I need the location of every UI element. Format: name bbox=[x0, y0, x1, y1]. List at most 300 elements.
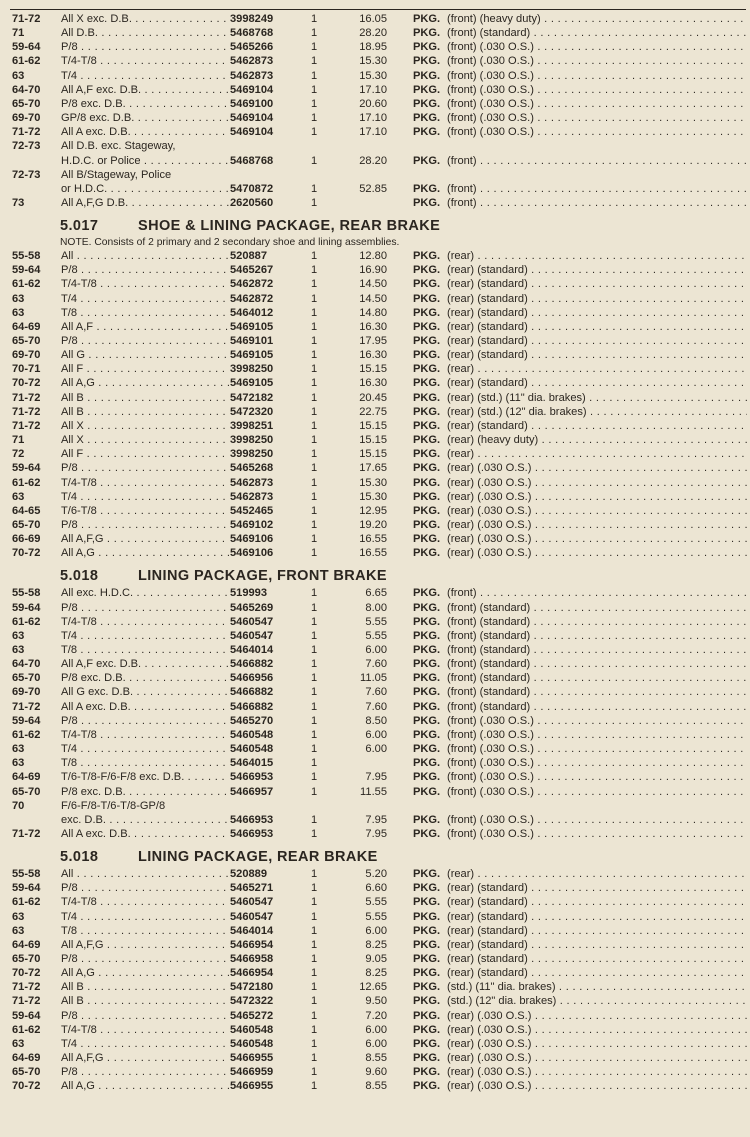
year-range: 63 bbox=[12, 292, 25, 305]
model-description: P/8 . . . bbox=[61, 1009, 229, 1023]
model-description: P/8 . . . bbox=[61, 518, 229, 532]
model-description: P/8 exc. D.B. . . . bbox=[61, 97, 229, 111]
unit: PKG. bbox=[413, 278, 441, 291]
quantity: 1 bbox=[311, 938, 318, 951]
model-description: All X . . . bbox=[61, 433, 229, 447]
quantity: 1 bbox=[311, 728, 318, 741]
part-number: 5462872 bbox=[230, 278, 274, 291]
detail: (rear) (heavy duty) . . . bbox=[447, 433, 747, 447]
catalog-row bbox=[0, 111, 750, 125]
price: 8.55 bbox=[365, 1052, 387, 1065]
catalog-row bbox=[0, 334, 750, 348]
quantity: 1 bbox=[311, 349, 318, 362]
unit: PKG. bbox=[413, 785, 441, 798]
unit: PKG. bbox=[413, 757, 441, 770]
part-number: 5466958 bbox=[230, 953, 274, 965]
model-description: P/8 . . . bbox=[61, 40, 229, 54]
unit: PKG. bbox=[413, 377, 441, 390]
model-description: T/4-T/8 . . . bbox=[61, 54, 229, 68]
quantity: 1 bbox=[311, 1009, 318, 1022]
section-number: 5.018 bbox=[60, 849, 99, 866]
quantity: 1 bbox=[311, 953, 318, 965]
part-number: 5472320 bbox=[230, 405, 274, 418]
catalog-row bbox=[0, 263, 750, 277]
quantity: 1 bbox=[311, 112, 318, 125]
year-range: 70-72 bbox=[12, 547, 41, 560]
model-description: All A,F exc. D.B. . . . bbox=[61, 83, 229, 97]
price: 7.20 bbox=[365, 1009, 387, 1022]
price: 14.80 bbox=[359, 306, 387, 319]
unit: PKG. bbox=[413, 1066, 441, 1079]
detail: (rear) (.030 O.S.) . . . bbox=[447, 1065, 747, 1079]
price: 6.00 bbox=[365, 728, 387, 741]
model-description: F/6-F/8-T/6-T/8-GP/8 bbox=[61, 799, 166, 812]
detail: (rear) (.030 O.S.) . . . bbox=[447, 1079, 747, 1093]
price: 15.30 bbox=[359, 476, 387, 489]
detail: (front) (.030 O.S.) . . . bbox=[447, 111, 747, 125]
detail: (rear) (standard) . . . bbox=[447, 348, 747, 362]
price: 17.10 bbox=[359, 126, 387, 139]
quantity: 1 bbox=[311, 1052, 318, 1065]
price: 14.50 bbox=[359, 278, 387, 291]
price: 15.30 bbox=[359, 69, 387, 82]
unit: PKG. bbox=[413, 967, 441, 980]
quantity: 1 bbox=[311, 757, 318, 770]
quantity: 1 bbox=[311, 813, 318, 826]
part-number: 5466882 bbox=[230, 658, 274, 671]
price: 7.95 bbox=[365, 827, 387, 840]
detail: (front) (.030 O.S.) . . . bbox=[447, 97, 747, 111]
model-description: All A,F,G D.B. . . . bbox=[61, 196, 229, 210]
model-description: All B/Stageway, Police bbox=[61, 168, 172, 181]
part-number: 5469104 bbox=[230, 126, 274, 139]
catalog-row bbox=[0, 1051, 750, 1065]
unit: PKG. bbox=[413, 126, 441, 139]
price: 28.20 bbox=[359, 27, 387, 40]
detail: (front) (.030 O.S.) . . . bbox=[447, 728, 747, 742]
unit: PKG. bbox=[413, 306, 441, 319]
part-number: 5468768 bbox=[230, 154, 274, 167]
year-range: 59-64 bbox=[12, 462, 41, 475]
detail: (rear) (.030 O.S.) . . . bbox=[447, 461, 747, 475]
quantity: 1 bbox=[311, 391, 318, 404]
catalog-row bbox=[0, 196, 750, 210]
quantity: 1 bbox=[311, 981, 318, 994]
part-number: 5472322 bbox=[230, 995, 274, 1008]
year-range: 71-72 bbox=[12, 391, 41, 404]
quantity: 1 bbox=[311, 182, 318, 195]
section-note: NOTE. Consists of 2 primary and 2 secondary shoe and lining assemblies. bbox=[60, 237, 400, 249]
part-number: 5465272 bbox=[230, 1009, 274, 1022]
catalog-row bbox=[0, 1009, 750, 1023]
model-description: P/8 . . . bbox=[61, 881, 229, 895]
year-range: 71-72 bbox=[12, 981, 41, 994]
year-range: 61-62 bbox=[12, 615, 41, 628]
part-number: 5460547 bbox=[230, 896, 274, 909]
unit: PKG. bbox=[413, 97, 441, 110]
price: 17.65 bbox=[359, 462, 387, 475]
quantity: 1 bbox=[311, 868, 318, 881]
catalog-row bbox=[0, 447, 750, 461]
detail: (front) (.030 O.S.) . . . bbox=[447, 40, 747, 54]
model-description: All . . . bbox=[61, 867, 229, 881]
quantity: 1 bbox=[311, 335, 318, 347]
model-description: or H.D.C. . . . bbox=[61, 182, 229, 196]
unit: PKG. bbox=[413, 587, 441, 600]
model-description: All G exc. D.B. . . . bbox=[61, 685, 229, 699]
catalog-row bbox=[0, 546, 750, 560]
unit: PKG. bbox=[413, 490, 441, 503]
quantity: 1 bbox=[311, 910, 318, 923]
catalog-row bbox=[0, 1037, 750, 1051]
price: 11.55 bbox=[360, 785, 387, 798]
model-description: All B . . . bbox=[61, 994, 229, 1008]
unit: PKG. bbox=[413, 349, 441, 362]
part-number: 5472180 bbox=[230, 981, 274, 994]
detail: (front) (.030 O.S.) . . . bbox=[447, 756, 747, 770]
catalog-row bbox=[0, 952, 750, 966]
part-number: 5464014 bbox=[230, 644, 274, 656]
catalog-row bbox=[0, 770, 750, 784]
price: 12.95 bbox=[359, 504, 387, 517]
model-description: P/8 . . . bbox=[61, 263, 229, 277]
model-description: P/8 . . . bbox=[61, 461, 229, 475]
quantity: 1 bbox=[311, 292, 318, 305]
unit: PKG. bbox=[413, 69, 441, 82]
model-description: T/8 . . . bbox=[61, 306, 229, 320]
detail: (front) (.030 O.S.) . . . bbox=[447, 770, 747, 784]
quantity: 1 bbox=[311, 306, 318, 319]
unit: PKG. bbox=[413, 1080, 441, 1093]
year-range: 64-69 bbox=[12, 938, 41, 951]
unit: PKG. bbox=[413, 981, 441, 994]
part-number: 5460548 bbox=[230, 1037, 274, 1050]
detail: (rear) (.030 O.S.) . . . bbox=[447, 1037, 747, 1051]
model-description: All exc. H.D.C. . . . bbox=[61, 586, 229, 600]
part-number: 5469106 bbox=[230, 533, 274, 546]
year-range: 72-73 bbox=[12, 140, 41, 153]
unit: PKG. bbox=[413, 405, 441, 418]
price: 16.55 bbox=[359, 547, 387, 560]
unit: PKG. bbox=[413, 504, 441, 517]
year-range: 63 bbox=[12, 306, 25, 319]
price: 52.85 bbox=[359, 182, 387, 195]
quantity: 1 bbox=[311, 995, 318, 1008]
model-description: T/4-T/8 . . . bbox=[61, 1023, 229, 1037]
detail: (rear) (standard) . . . bbox=[447, 881, 747, 895]
part-number: 5469105 bbox=[230, 320, 274, 333]
unit: PKG. bbox=[413, 995, 441, 1008]
price: 5.55 bbox=[365, 629, 387, 642]
section-heading bbox=[0, 847, 750, 867]
price: 14.50 bbox=[359, 292, 387, 305]
unit: PKG. bbox=[413, 292, 441, 305]
catalog-row bbox=[0, 966, 750, 980]
catalog-row bbox=[0, 376, 750, 390]
price: 8.55 bbox=[365, 1080, 387, 1093]
part-number: 5460547 bbox=[230, 615, 274, 628]
unit: PKG. bbox=[413, 41, 441, 54]
model-description: All A exc. D.B. . . . bbox=[61, 700, 229, 714]
catalog-row bbox=[0, 881, 750, 895]
model-description: All A,G . . . bbox=[61, 376, 229, 390]
price: 16.90 bbox=[359, 264, 387, 277]
unit: PKG. bbox=[413, 700, 441, 713]
part-number: 5466957 bbox=[230, 785, 274, 798]
catalog-row bbox=[0, 168, 750, 182]
price: 6.00 bbox=[365, 644, 387, 656]
unit: PKG. bbox=[413, 953, 441, 965]
model-description: All A,F,G . . . bbox=[61, 1051, 229, 1065]
model-description: All A,G . . . bbox=[61, 546, 229, 560]
catalog-row bbox=[0, 994, 750, 1008]
detail: (rear) (.030 O.S.) . . . bbox=[447, 1051, 747, 1065]
part-number: 5466959 bbox=[230, 1066, 274, 1079]
quantity: 1 bbox=[311, 320, 318, 333]
year-range: 59-64 bbox=[12, 601, 41, 614]
part-number: 5465267 bbox=[230, 264, 274, 277]
part-number: 5469105 bbox=[230, 377, 274, 390]
detail: (front) (standard) . . . bbox=[447, 26, 747, 40]
unit: PKG. bbox=[413, 448, 441, 461]
catalog-row bbox=[0, 419, 750, 433]
detail: (front) (standard) . . . bbox=[447, 685, 747, 699]
detail: (rear) (standard) . . . bbox=[447, 334, 747, 348]
section-title: LINING PACKAGE, REAR BRAKE bbox=[138, 849, 378, 866]
model-description: T/4-T/8 . . . bbox=[61, 728, 229, 742]
price: 11.05 bbox=[360, 672, 387, 685]
model-description: All G . . . bbox=[61, 348, 229, 362]
year-range: 69-70 bbox=[12, 349, 41, 362]
unit: PKG. bbox=[413, 938, 441, 951]
unit: PKG. bbox=[413, 910, 441, 923]
detail: (rear) (.030 O.S.) . . . bbox=[447, 476, 747, 490]
year-range: 63 bbox=[12, 69, 25, 82]
model-description: exc. D.B. . . . bbox=[61, 813, 229, 827]
catalog-row bbox=[0, 154, 750, 168]
detail: (rear) (.030 O.S.) . . . bbox=[447, 490, 747, 504]
detail: (front) (.030 O.S.) . . . bbox=[447, 83, 747, 97]
part-number: 5465268 bbox=[230, 462, 274, 475]
quantity: 1 bbox=[311, 686, 318, 699]
price: 6.00 bbox=[365, 743, 387, 756]
part-number: 5460548 bbox=[230, 743, 274, 756]
unit: PKG. bbox=[413, 601, 441, 614]
part-number: 5468768 bbox=[230, 27, 274, 40]
part-number: 5460547 bbox=[230, 910, 274, 923]
year-range: 63 bbox=[12, 743, 25, 756]
part-number: 5462873 bbox=[230, 55, 274, 68]
year-range: 65-70 bbox=[12, 335, 41, 347]
part-number: 520889 bbox=[230, 868, 268, 881]
model-description: T/4 . . . bbox=[61, 629, 229, 643]
model-description: T/4 . . . bbox=[61, 69, 229, 83]
model-description: All . . . bbox=[61, 249, 229, 263]
part-number: 5466955 bbox=[230, 1052, 274, 1065]
price: 8.00 bbox=[365, 601, 387, 614]
detail: (front) (standard) . . . bbox=[447, 643, 747, 657]
detail: (front) . . . bbox=[447, 154, 747, 168]
catalog-row bbox=[0, 125, 750, 139]
year-range: 63 bbox=[12, 1037, 25, 1050]
year-range: 61-62 bbox=[12, 896, 41, 909]
quantity: 1 bbox=[311, 1080, 318, 1093]
unit: PKG. bbox=[413, 533, 441, 546]
price: 15.15 bbox=[359, 448, 387, 461]
price: 9.05 bbox=[365, 953, 387, 965]
part-number: 5462873 bbox=[230, 476, 274, 489]
unit: PKG. bbox=[413, 112, 441, 125]
unit: PKG. bbox=[413, 672, 441, 685]
quantity: 1 bbox=[311, 924, 318, 937]
model-description: P/8 exc. D.B. . . . bbox=[61, 671, 229, 685]
model-description: T/4 . . . bbox=[61, 742, 229, 756]
detail: (front) (.030 O.S.) . . . bbox=[447, 742, 747, 756]
year-range: 59-64 bbox=[12, 714, 41, 727]
year-range: 64-69 bbox=[12, 1052, 41, 1065]
quantity: 1 bbox=[311, 771, 318, 784]
price: 7.95 bbox=[365, 813, 387, 826]
year-range: 71-72 bbox=[12, 13, 41, 25]
year-range: 70-72 bbox=[12, 967, 41, 980]
price: 15.30 bbox=[359, 55, 387, 68]
detail: (rear) (.030 O.S.) . . . bbox=[447, 532, 747, 546]
quantity: 1 bbox=[311, 533, 318, 546]
catalog-row bbox=[0, 83, 750, 97]
quantity: 1 bbox=[311, 196, 318, 209]
price: 8.25 bbox=[365, 967, 387, 980]
part-number: 5469106 bbox=[230, 547, 274, 560]
unit: PKG. bbox=[413, 813, 441, 826]
detail: (rear) (.030 O.S.) . . . bbox=[447, 1023, 747, 1037]
price: 16.30 bbox=[359, 320, 387, 333]
detail: (rear) . . . bbox=[447, 447, 747, 461]
part-number: 5464014 bbox=[230, 924, 274, 937]
unit: PKG. bbox=[413, 391, 441, 404]
year-range: 59-64 bbox=[12, 1009, 41, 1022]
price: 5.20 bbox=[365, 868, 387, 881]
year-range: 70-71 bbox=[12, 363, 41, 376]
model-description: GP/8 exc. D.B. . . . bbox=[61, 111, 229, 125]
model-description: T/4 . . . bbox=[61, 910, 229, 924]
part-number: 2620560 bbox=[230, 196, 274, 209]
quantity: 1 bbox=[311, 615, 318, 628]
quantity: 1 bbox=[311, 882, 318, 895]
catalog-row bbox=[0, 657, 750, 671]
quantity: 1 bbox=[311, 41, 318, 54]
detail: (rear) . . . bbox=[447, 249, 747, 263]
catalog-row bbox=[0, 320, 750, 334]
catalog-row bbox=[0, 671, 750, 685]
year-range: 71-72 bbox=[12, 405, 41, 418]
detail: (front) . . . bbox=[447, 196, 747, 210]
quantity: 1 bbox=[311, 126, 318, 139]
detail: (front) (standard) . . . bbox=[447, 629, 747, 643]
quantity: 1 bbox=[311, 658, 318, 671]
model-description: All A,G . . . bbox=[61, 1079, 229, 1093]
catalog-row bbox=[0, 1023, 750, 1037]
quantity: 1 bbox=[311, 785, 318, 798]
year-range: 70 bbox=[12, 799, 25, 812]
model-description: T/8 . . . bbox=[61, 643, 229, 657]
unit: PKG. bbox=[413, 476, 441, 489]
catalog-row bbox=[0, 461, 750, 475]
year-range: 65-70 bbox=[12, 785, 41, 798]
unit: PKG. bbox=[413, 55, 441, 68]
year-range: 59-64 bbox=[12, 882, 41, 895]
catalog-row bbox=[0, 742, 750, 756]
quantity: 1 bbox=[311, 434, 318, 447]
model-description: All A exc. D.B. . . . bbox=[61, 125, 229, 139]
detail: (rear) (standard) . . . bbox=[447, 320, 747, 334]
catalog-row bbox=[0, 97, 750, 111]
price: 5.55 bbox=[365, 910, 387, 923]
model-description: H.D.C. or Police . . . bbox=[61, 154, 229, 168]
part-number: 5464012 bbox=[230, 306, 274, 319]
detail: (front) (standard) . . . bbox=[447, 700, 747, 714]
year-range: 63 bbox=[12, 910, 25, 923]
detail: (front) . . . bbox=[447, 182, 747, 196]
catalog-row bbox=[0, 728, 750, 742]
part-number: 5469102 bbox=[230, 518, 274, 531]
unit: PKG. bbox=[413, 335, 441, 347]
catalog-row bbox=[0, 629, 750, 643]
price: 7.60 bbox=[365, 686, 387, 699]
year-range: 65-70 bbox=[12, 97, 41, 110]
year-range: 65-70 bbox=[12, 672, 41, 685]
price: 17.10 bbox=[359, 83, 387, 96]
price: 15.30 bbox=[359, 490, 387, 503]
part-number: 5466953 bbox=[230, 827, 274, 840]
unit: PKG. bbox=[413, 250, 441, 263]
detail: (front) (.030 O.S.) . . . bbox=[447, 785, 747, 799]
model-description: All A,F,G . . . bbox=[61, 532, 229, 546]
quantity: 1 bbox=[311, 264, 318, 277]
catalog-row bbox=[0, 182, 750, 196]
price: 7.60 bbox=[365, 700, 387, 713]
detail: (rear) (.030 O.S.) . . . bbox=[447, 518, 747, 532]
model-description: P/8 . . . bbox=[61, 714, 229, 728]
detail: (front) (standard) . . . bbox=[447, 671, 747, 685]
model-description: P/8 exc. D.B. . . . bbox=[61, 785, 229, 799]
model-description: T/8 . . . bbox=[61, 756, 229, 770]
quantity: 1 bbox=[311, 644, 318, 656]
catalog-row bbox=[0, 518, 750, 532]
year-range: 55-58 bbox=[12, 587, 41, 600]
year-range: 65-70 bbox=[12, 953, 41, 965]
catalog-row bbox=[0, 12, 750, 26]
catalog-row bbox=[0, 785, 750, 799]
part-number: 5460548 bbox=[230, 1023, 274, 1036]
part-number: 5465269 bbox=[230, 601, 274, 614]
unit: PKG. bbox=[413, 1052, 441, 1065]
part-number: 5469100 bbox=[230, 97, 274, 110]
catalog-row bbox=[0, 615, 750, 629]
unit: PKG. bbox=[413, 1037, 441, 1050]
catalog-row bbox=[0, 504, 750, 518]
model-description: All A,F exc. D.B. . . . bbox=[61, 657, 229, 671]
price: 7.95 bbox=[365, 771, 387, 784]
quantity: 1 bbox=[311, 154, 318, 167]
year-range: 59-64 bbox=[12, 41, 41, 54]
part-number: 5462873 bbox=[230, 69, 274, 82]
catalog-row bbox=[0, 476, 750, 490]
model-description: All A,G . . . bbox=[61, 966, 229, 980]
part-number: 519993 bbox=[230, 587, 268, 600]
detail: (front) (standard) . . . bbox=[447, 615, 747, 629]
year-range: 73 bbox=[12, 196, 25, 209]
catalog-row bbox=[0, 895, 750, 909]
